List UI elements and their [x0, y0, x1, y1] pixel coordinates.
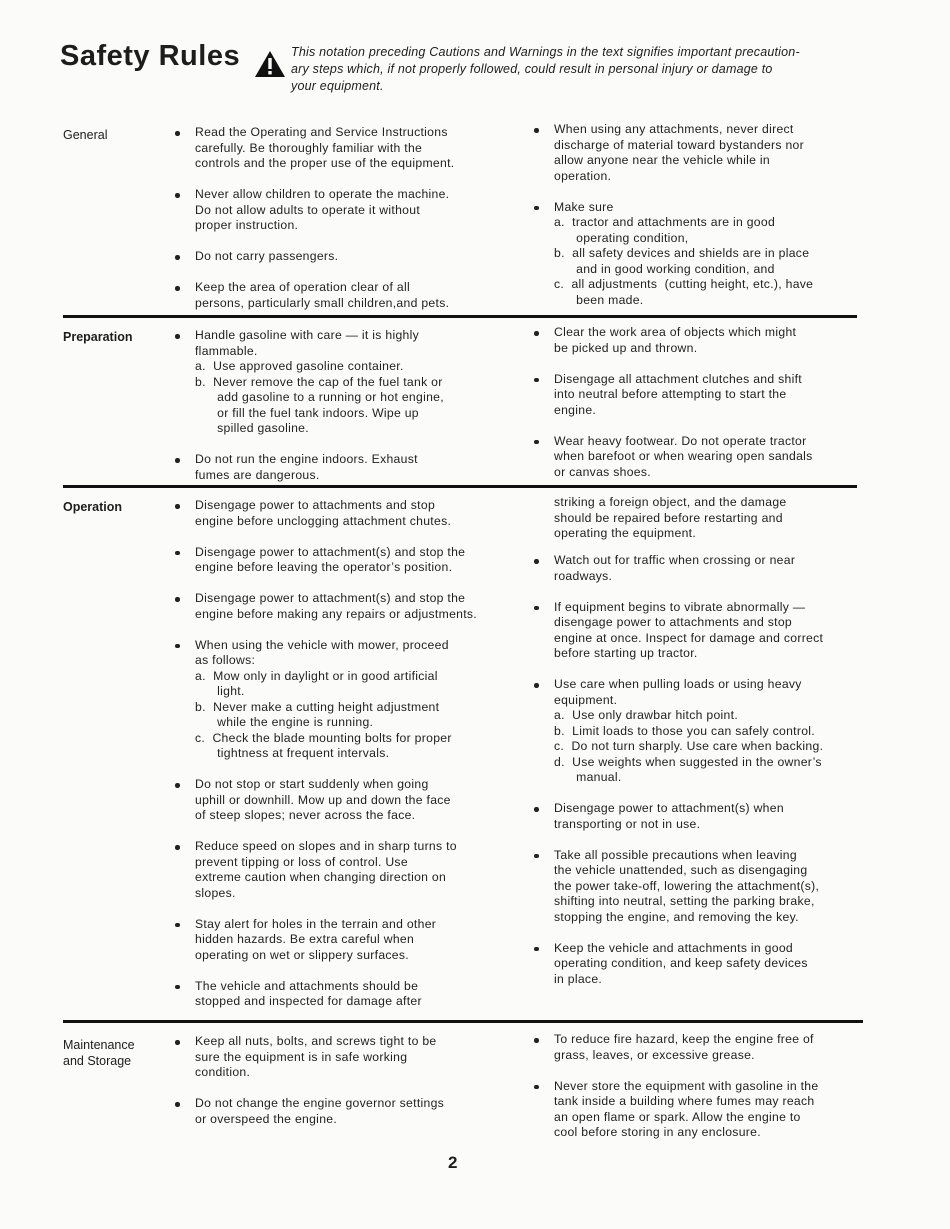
bullet-item: [534, 200, 864, 309]
bullet-text: Disengage power to attachment(s) when transporting or not in use.: [554, 801, 784, 831]
bullet-text: Stay alert for holes in the terrain and other hidden hazards. Be extra careful when operating on wet or slippery surfaces.: [195, 916, 437, 962]
sub-item: b. Limit loads to those you can safely control.: [554, 723, 815, 738]
bullet-text: Reduce speed on slopes and in sharp turns to prevent tipping or loss of control. Use extreme caution when changing direction on slopes.: [195, 839, 457, 900]
bullet-item: [175, 1096, 520, 1127]
bullet-icon: [534, 128, 539, 133]
bullet-icon: [175, 504, 180, 509]
bullet-item: [175, 777, 520, 824]
bullet-icon: [175, 458, 180, 463]
sub-item: c. all adjustments (cutting height, etc.), have been made.: [554, 277, 814, 307]
maintenance-right-column: [534, 1032, 864, 1156]
sub-item: c. Check the blade mounting bolts for proper tightness at frequent intervals.: [195, 730, 452, 760]
bullet-text: Never store the equipment with gasoline in the tank inside a building where fumes may reach an open flame or spark. Allow the engine to cool before storing in any enclosure.: [554, 1078, 819, 1139]
bullet-icon: [534, 206, 539, 211]
page-title: Safety Rules: [60, 40, 241, 72]
bullet-text: Do not carry passengers.: [195, 249, 339, 263]
bullet-icon: [534, 854, 539, 859]
section-label-general: General: [63, 128, 108, 142]
bullet-text: Never allow children to operate the machine. Do not allow adults to operate it without proper instruction.: [195, 187, 450, 232]
sub-item: d. Use weights when suggested in the owner’s manual.: [554, 754, 822, 784]
bullet-text: Disengage power to attachments and stop engine before unclogging attachment chutes.: [195, 498, 452, 528]
bullet-text: To reduce fire hazard, keep the engine free of grass, leaves, or excessive grease.: [554, 1032, 814, 1062]
bullet-icon: [534, 606, 539, 611]
section-divider: [63, 1020, 863, 1023]
bullet-item: [175, 545, 520, 576]
bullet-text: If equipment begins to vibrate abnormally — disengage power to attachments and stop engine at once. Inspect for damage and correct before starting up tractor.: [554, 599, 824, 660]
bullet-item: [175, 452, 520, 483]
bullet-icon: [534, 1038, 539, 1043]
bullet-text: Do not run the engine indoors. Exhaust fumes are dangerous.: [195, 452, 418, 482]
bullet-item: [534, 1079, 864, 1141]
operation-right-continuation: striking a foreign object, and the damage should be repaired before restarting and operating the equipment.: [554, 495, 787, 540]
bullet-text: Clear the work area of objects which might be picked up and thrown.: [554, 325, 797, 355]
bullet-text: Handle gasoline with care — it is highly flammable.: [195, 328, 420, 358]
preparation-right-column: [534, 325, 864, 496]
bullet-icon: [534, 378, 539, 383]
sub-item: b. Never remove the cap of the fuel tank or add gasoline to a running or hot engine, or fill the fuel tank indoors. Wipe up spilled gasoline.: [195, 374, 444, 435]
bullet-item: [175, 280, 520, 311]
bullet-icon: [175, 923, 180, 928]
bullet-item: [175, 591, 520, 622]
bullet-item: [175, 638, 520, 762]
operation-right-column: [534, 553, 864, 1003]
bullet-icon: [534, 559, 539, 564]
bullet-text: Keep the area of operation clear of all persons, particularly small children,and pets.: [195, 280, 450, 310]
bullet-item: [534, 553, 864, 584]
warning-triangle-icon: [254, 50, 286, 78]
bullet-icon: [175, 1040, 180, 1045]
sub-item: b. Never make a cutting height adjustment while the engine is running.: [195, 699, 440, 729]
sub-item: a. Use approved gasoline container.: [195, 359, 404, 373]
general-right-column: [534, 122, 864, 324]
bullet-text: When using the vehicle with mower, proceed as follows:: [195, 637, 449, 667]
bullet-text: Wear heavy footwear. Do not operate tractor when barefoot or when wearing open sandals or canvas shoes.: [554, 433, 813, 479]
sub-item: a. tractor and attachments are in good operating condition,: [554, 215, 776, 245]
bullet-icon: [534, 331, 539, 336]
sub-item: c. Do not turn sharply. Use care when backing.: [554, 739, 824, 753]
bullet-icon: [175, 783, 180, 788]
bullet-item: [175, 917, 520, 964]
maintenance-left-column: [175, 1034, 520, 1143]
bullet-text: Keep the vehicle and attachments in good operating condition, and keep safety devices in place.: [554, 940, 808, 986]
bullet-icon: [175, 286, 180, 291]
bullet-text: Disengage power to attachment(s) and stop the engine before leaving the operator’s position.: [195, 544, 466, 574]
bullet-text: Do not change the engine governor settings or overspeed the engine.: [195, 1096, 445, 1126]
bullet-icon: [175, 255, 180, 260]
bullet-item: [175, 187, 520, 234]
bullet-text: Take all possible precautions when leaving the vehicle unattended, such as disengaging the power take-off, lowering the attachment(s), shifting into neutral, setting the parking brake, stopping the engine, and removing the key.: [554, 847, 820, 924]
bullet-text: When using any attachments, never direct discharge of material toward bystanders nor allow anyone near the vehicle while in operation.: [554, 122, 804, 183]
sub-item: a. Mow only in daylight or in good artificial light.: [195, 668, 438, 698]
sub-item: b. all safety devices and shields are in place and in good working condition, and: [554, 246, 810, 276]
section-label-preparation: Preparation: [63, 330, 133, 344]
bullet-item: [175, 125, 520, 172]
bullet-item: [534, 600, 864, 662]
bullet-icon: [534, 440, 539, 445]
bullet-icon: [175, 131, 180, 136]
bullet-item: [534, 434, 864, 481]
bullet-text: Watch out for traffic when crossing or near roadways.: [554, 553, 796, 583]
bullet-icon: [534, 683, 539, 688]
bullet-item: [534, 122, 864, 184]
bullet-item: [175, 498, 520, 529]
bullet-icon: [175, 985, 180, 990]
bullet-item: [175, 979, 520, 1010]
section-divider: [63, 315, 857, 318]
bullet-text: Make sure: [554, 199, 614, 214]
page-number: 2: [448, 1153, 458, 1172]
bullet-item: [175, 249, 520, 265]
bullet-icon: [534, 1085, 539, 1090]
bullet-item: [534, 848, 864, 926]
bullet-item: [534, 941, 864, 988]
bullet-text: Read the Operating and Service Instructions carefully. Be thoroughly familiar with the controls and the proper use of the equipment.: [195, 125, 455, 170]
bullet-icon: [534, 807, 539, 812]
bullet-icon: [175, 334, 180, 339]
bullet-icon: [175, 597, 180, 602]
section-divider: [63, 485, 857, 488]
section-label-operation: Operation: [63, 500, 123, 514]
bullet-item: [175, 839, 520, 901]
header-notation: This notation preceding Cautions and Warnings in the text signifies important precaution- ary steps which, if not properly followed, could result in personal injury or damage to your equipment.: [291, 45, 800, 93]
bullet-icon: [175, 551, 180, 556]
bullet-text: Disengage all attachment clutches and shift into neutral before attempting to start the engine.: [554, 371, 802, 417]
bullet-icon: [175, 193, 180, 198]
bullet-item: [534, 801, 864, 832]
bullet-text: Keep all nuts, bolts, and screws tight to be sure the equipment is in safe working condition.: [195, 1034, 437, 1079]
bullet-item: [175, 328, 520, 437]
bullet-item: [175, 1034, 520, 1081]
operation-left-column: [175, 498, 520, 1025]
bullet-item: [534, 372, 864, 419]
bullet-text: The vehicle and attachments should be stopped and inspected for damage after: [195, 978, 422, 1008]
bullet-icon: [534, 947, 539, 952]
sub-item: a. Use only drawbar hitch point.: [554, 708, 738, 722]
bullet-text: Use care when pulling loads or using heavy equipment.: [554, 677, 802, 707]
bullet-item: [534, 1032, 864, 1063]
bullet-text: Do not stop or start suddenly when going uphill or downhill. Mow up and down the face of steep slopes; never across the face.: [195, 777, 451, 822]
bullet-item: [534, 677, 864, 786]
general-left-column: [175, 125, 520, 327]
bullet-icon: [175, 644, 180, 649]
bullet-icon: [175, 845, 180, 850]
bullet-icon: [175, 1102, 180, 1107]
bullet-item: [534, 325, 864, 356]
preparation-left-column: [175, 328, 520, 499]
section-label-maintenance: Maintenance and Storage: [63, 1038, 135, 1068]
bullet-text: Disengage power to attachment(s) and stop the engine before making any repairs or adjustments.: [195, 591, 477, 621]
